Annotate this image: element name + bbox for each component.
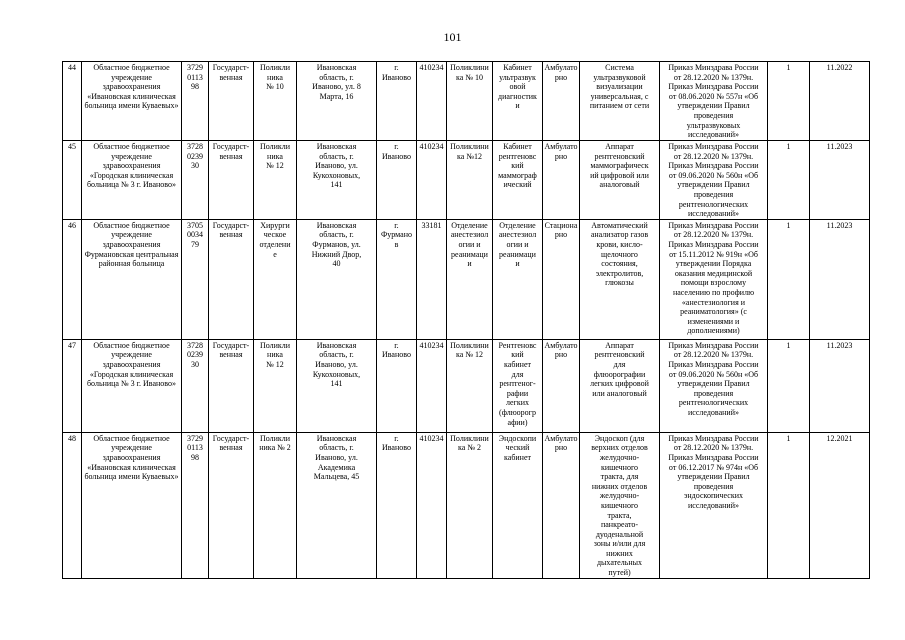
row-number (63, 339, 82, 432)
regulatory-order (660, 339, 768, 432)
organization-name (82, 141, 182, 220)
division-name-text: Хирурги ческое отделени е (259, 220, 291, 259)
quantity (768, 432, 810, 578)
regulatory-order (660, 62, 768, 141)
city-text: г. Фурмано в (380, 220, 413, 249)
room-name-text: Кабинет рентгеновс кий маммограф ический (498, 142, 537, 190)
quantity (768, 219, 810, 339)
ownership-form-text: Государст- венная (212, 63, 250, 82)
equipment-name (580, 62, 660, 141)
table-row (63, 339, 870, 432)
division-name-text: Поликли ника № 10 (259, 63, 291, 92)
unit-name-text: Отделение анестезиол огии и реанимаци и (450, 220, 489, 269)
quantity-text: 1 (786, 63, 791, 72)
ownership-form-text: Государст- венная (212, 142, 250, 161)
equipment-name-text: Аппарат рентгеновский маммографическ ий цифровой или аналоговый (590, 142, 649, 190)
city (377, 219, 417, 339)
organization-name-text: Областное бюджетное учреждение здравоохранения Фурмановская центральная районная больница (84, 220, 179, 269)
organization-name (82, 62, 182, 141)
date (810, 62, 870, 141)
care-type-text: Амбулато рно (544, 340, 578, 360)
equipment-name-text: Аппарат рентгеновский для флюорографии легких цифровой или аналоговый (590, 340, 649, 398)
unit-name-text: Поликлини ка № 10 (450, 63, 489, 82)
unit-name (447, 339, 493, 432)
organization-name-text: Областное бюджетное учреждение здравоохранения «Городская клиническая больница № 3 г. Иваново» (86, 340, 176, 389)
organization-code-text: 3728 0239 30 (187, 142, 203, 171)
organization-name-text: Областное бюджетное учреждение здравоохранения «Ивановская клиническая больница имени Куваевых» (84, 433, 179, 482)
unit-name (447, 141, 493, 220)
postal-index-text: 410234 (419, 63, 444, 72)
division-name (254, 219, 297, 339)
division-name-text: Поликли ника № 12 (259, 340, 291, 369)
address-text: Ивановская область, г. Иваново, ул. Академика Мальцева, 45 (313, 433, 360, 482)
room-name-text: Рентгеновс кий кабинет для рентгеног- рафии легких (флюорогр афии) (498, 340, 537, 427)
quantity (768, 62, 810, 141)
unit-name (447, 219, 493, 339)
ownership-form (209, 432, 254, 578)
care-type-text: Амбулато рно (544, 142, 578, 161)
address (297, 141, 377, 220)
division-name-text: Поликли ника № 12 (259, 142, 291, 171)
regulatory-order-text: Приказ Минздрава России от 28.12.2020 № 1379н. Приказ Минздрава России от 09.06.2020 № 560н «Об утверждении Правил проведения рентгенологических исследований» (668, 142, 759, 219)
equipment-table (62, 61, 870, 579)
city (377, 141, 417, 220)
row-number (63, 432, 82, 578)
room-name (493, 141, 543, 220)
regulatory-order (660, 432, 768, 578)
address (297, 339, 377, 432)
organization-code (182, 219, 209, 339)
postal-index (417, 339, 447, 432)
organization-code (182, 62, 209, 141)
date-text: 11.2023 (826, 220, 853, 230)
care-type (543, 219, 580, 339)
quantity-text: 1 (786, 220, 791, 230)
postal-index-text: 33181 (421, 220, 442, 230)
care-type-text: Амбулато рно (544, 433, 578, 453)
ownership-form-text: Государст- венная (212, 220, 250, 240)
postal-index (417, 219, 447, 339)
equipment-name (580, 339, 660, 432)
address (297, 62, 377, 141)
date (810, 339, 870, 432)
equipment-name (580, 141, 660, 220)
division-name (254, 432, 297, 578)
postal-index (417, 432, 447, 578)
address-text: Ивановская область, г. Иваново, ул. Кукохоновых, 141 (312, 340, 361, 389)
row-number (63, 219, 82, 339)
unit-name-text: Поликлини ка №12 (450, 142, 489, 161)
room-name (493, 62, 543, 141)
division-name (254, 62, 297, 141)
care-type-text: Амбулато рно (544, 63, 578, 82)
room-name-text: Эндоскопи ческий кабинет (498, 433, 537, 462)
row-number (63, 62, 82, 141)
regulatory-order-text: Приказ Минздрава России от 28.12.2020 № 1379н. Приказ Минздрава России от 09.06.2020 № 560н «Об утверждении Правил проведения рентгенологических исследований» (668, 340, 759, 417)
address-text: Ивановская область, г. Фурманов, ул. Нижний Двор, 40 (311, 220, 362, 269)
organization-name-text: Областное бюджетное учреждение здравоохранения «Городская клиническая больница № 3 г. Иваново» (86, 142, 176, 190)
quantity-text: 1 (786, 340, 791, 350)
quantity (768, 141, 810, 220)
organization-code (182, 141, 209, 220)
room-name-text: Отделение анестезиол огии и реанимаци и (498, 220, 537, 269)
postal-index-text: 410234 (419, 142, 444, 151)
unit-name-text: Поликлини ка № 12 (450, 340, 489, 360)
equipment-name (580, 219, 660, 339)
equipment-name-text: Эндоскоп (для верхних отделов желудочно- кишечного тракта, для нижних отделов желудочно- кишечного тракта, панкреато- дуоденальной зоны и/или для нижних дыхательных путей) (591, 433, 648, 578)
city (377, 339, 417, 432)
organization-name-text: Областное бюджетное учреждение здравоохранения «Ивановская клиническая больница имени Куваевых» (84, 63, 179, 111)
ownership-form-text: Государст- венная (212, 340, 250, 360)
care-type-text: Стациона рно (544, 220, 578, 240)
organization-code-text: 3729 0113 98 (187, 433, 203, 462)
ownership-form (209, 219, 254, 339)
regulatory-order (660, 141, 768, 220)
date (810, 432, 870, 578)
equipment-name-text: Автоматический анализатор газов крови, кислo- щелочного состояния, электролитов, глюкозы (590, 220, 649, 288)
care-type (543, 432, 580, 578)
room-name-text: Кабинет ультразвук овой диагностик и (498, 63, 537, 111)
date-text: 11.2022 (826, 63, 853, 72)
address-text: Ивановская область, г. Иваново, ул. Кукохоновых, 141 (312, 142, 361, 190)
table-row (63, 219, 870, 339)
city (377, 432, 417, 578)
ownership-form (209, 62, 254, 141)
organization-name (82, 432, 182, 578)
ownership-form (209, 141, 254, 220)
quantity (768, 339, 810, 432)
postal-index-text: 410234 (419, 340, 444, 350)
date-text: 12.2021 (826, 433, 853, 443)
postal-index-text: 410234 (419, 433, 444, 443)
care-type (543, 62, 580, 141)
postal-index (417, 141, 447, 220)
city-text: г. Иваново (381, 63, 411, 82)
unit-name-text: Поликлини ка № 2 (450, 433, 489, 453)
city (377, 62, 417, 141)
room-name (493, 339, 543, 432)
date-text: 11.2023 (826, 142, 853, 151)
regulatory-order-text: Приказ Минздрава России от 28.12.2020 № 1379н. Приказ Минздрава России от 15.11.2012 № 919н «Об утверждении Порядка оказания медицинской помощи взрослому населению по профилю «анестезиология и реаниматология» (с изменениями и дополнениями) (668, 220, 759, 336)
regulatory-order (660, 219, 768, 339)
care-type (543, 339, 580, 432)
date-text: 11.2023 (826, 340, 853, 350)
quantity-text: 1 (786, 433, 791, 443)
quantity-text: 1 (786, 142, 791, 151)
row-number-text: 45 (68, 142, 76, 151)
organization-code-text: 3705 0034 79 (187, 220, 203, 249)
division-name (254, 339, 297, 432)
table-row (63, 62, 870, 141)
row-number (63, 141, 82, 220)
division-name-text: Поликли ника № 2 (259, 433, 291, 453)
equipment-name-text: Система ультразвуковой визуализации универсальная, с питанием от сети (589, 63, 650, 111)
ownership-form-text: Государст- венная (212, 433, 250, 453)
city-text: г. Иваново (381, 340, 411, 360)
care-type (543, 141, 580, 220)
table-row (63, 141, 870, 220)
ownership-form (209, 339, 254, 432)
address-text: Ивановская область, г. Иваново, ул. 8 Марта, 16 (312, 63, 361, 101)
address (297, 432, 377, 578)
organization-name (82, 339, 182, 432)
organization-code (182, 339, 209, 432)
row-number-text: 44 (68, 63, 76, 72)
organization-name (82, 219, 182, 339)
regulatory-order-text: Приказ Минздрава России от 28.12.2020 № 1379н. Приказ Минздрава России от 08.06.2020 № 557н «Об утверждении Правил проведения ультразвуковых исследований» (668, 63, 759, 140)
room-name (493, 432, 543, 578)
organization-code-text: 3728 0239 30 (187, 340, 203, 369)
date (810, 141, 870, 220)
row-number-text: 47 (68, 340, 76, 350)
unit-name (447, 432, 493, 578)
row-number-text: 46 (68, 220, 76, 230)
postal-index (417, 62, 447, 141)
city-text: г. Иваново (381, 142, 411, 161)
address (297, 219, 377, 339)
organization-code (182, 432, 209, 578)
unit-name (447, 62, 493, 141)
equipment-name (580, 432, 660, 578)
table-row (63, 432, 870, 578)
row-number-text: 48 (68, 433, 76, 443)
regulatory-order-text: Приказ Минздрава России от 28.12.2020 № 1379н. Приказ Минздрава России от 06.12.2017 № 974н «Об утверждении Правил проведения эндоскопических исследований» (668, 433, 759, 510)
date (810, 219, 870, 339)
organization-code-text: 3729 0113 98 (187, 63, 203, 92)
city-text: г. Иваново (381, 433, 411, 453)
room-name (493, 219, 543, 339)
division-name (254, 141, 297, 220)
page-number: 101 (443, 30, 462, 44)
